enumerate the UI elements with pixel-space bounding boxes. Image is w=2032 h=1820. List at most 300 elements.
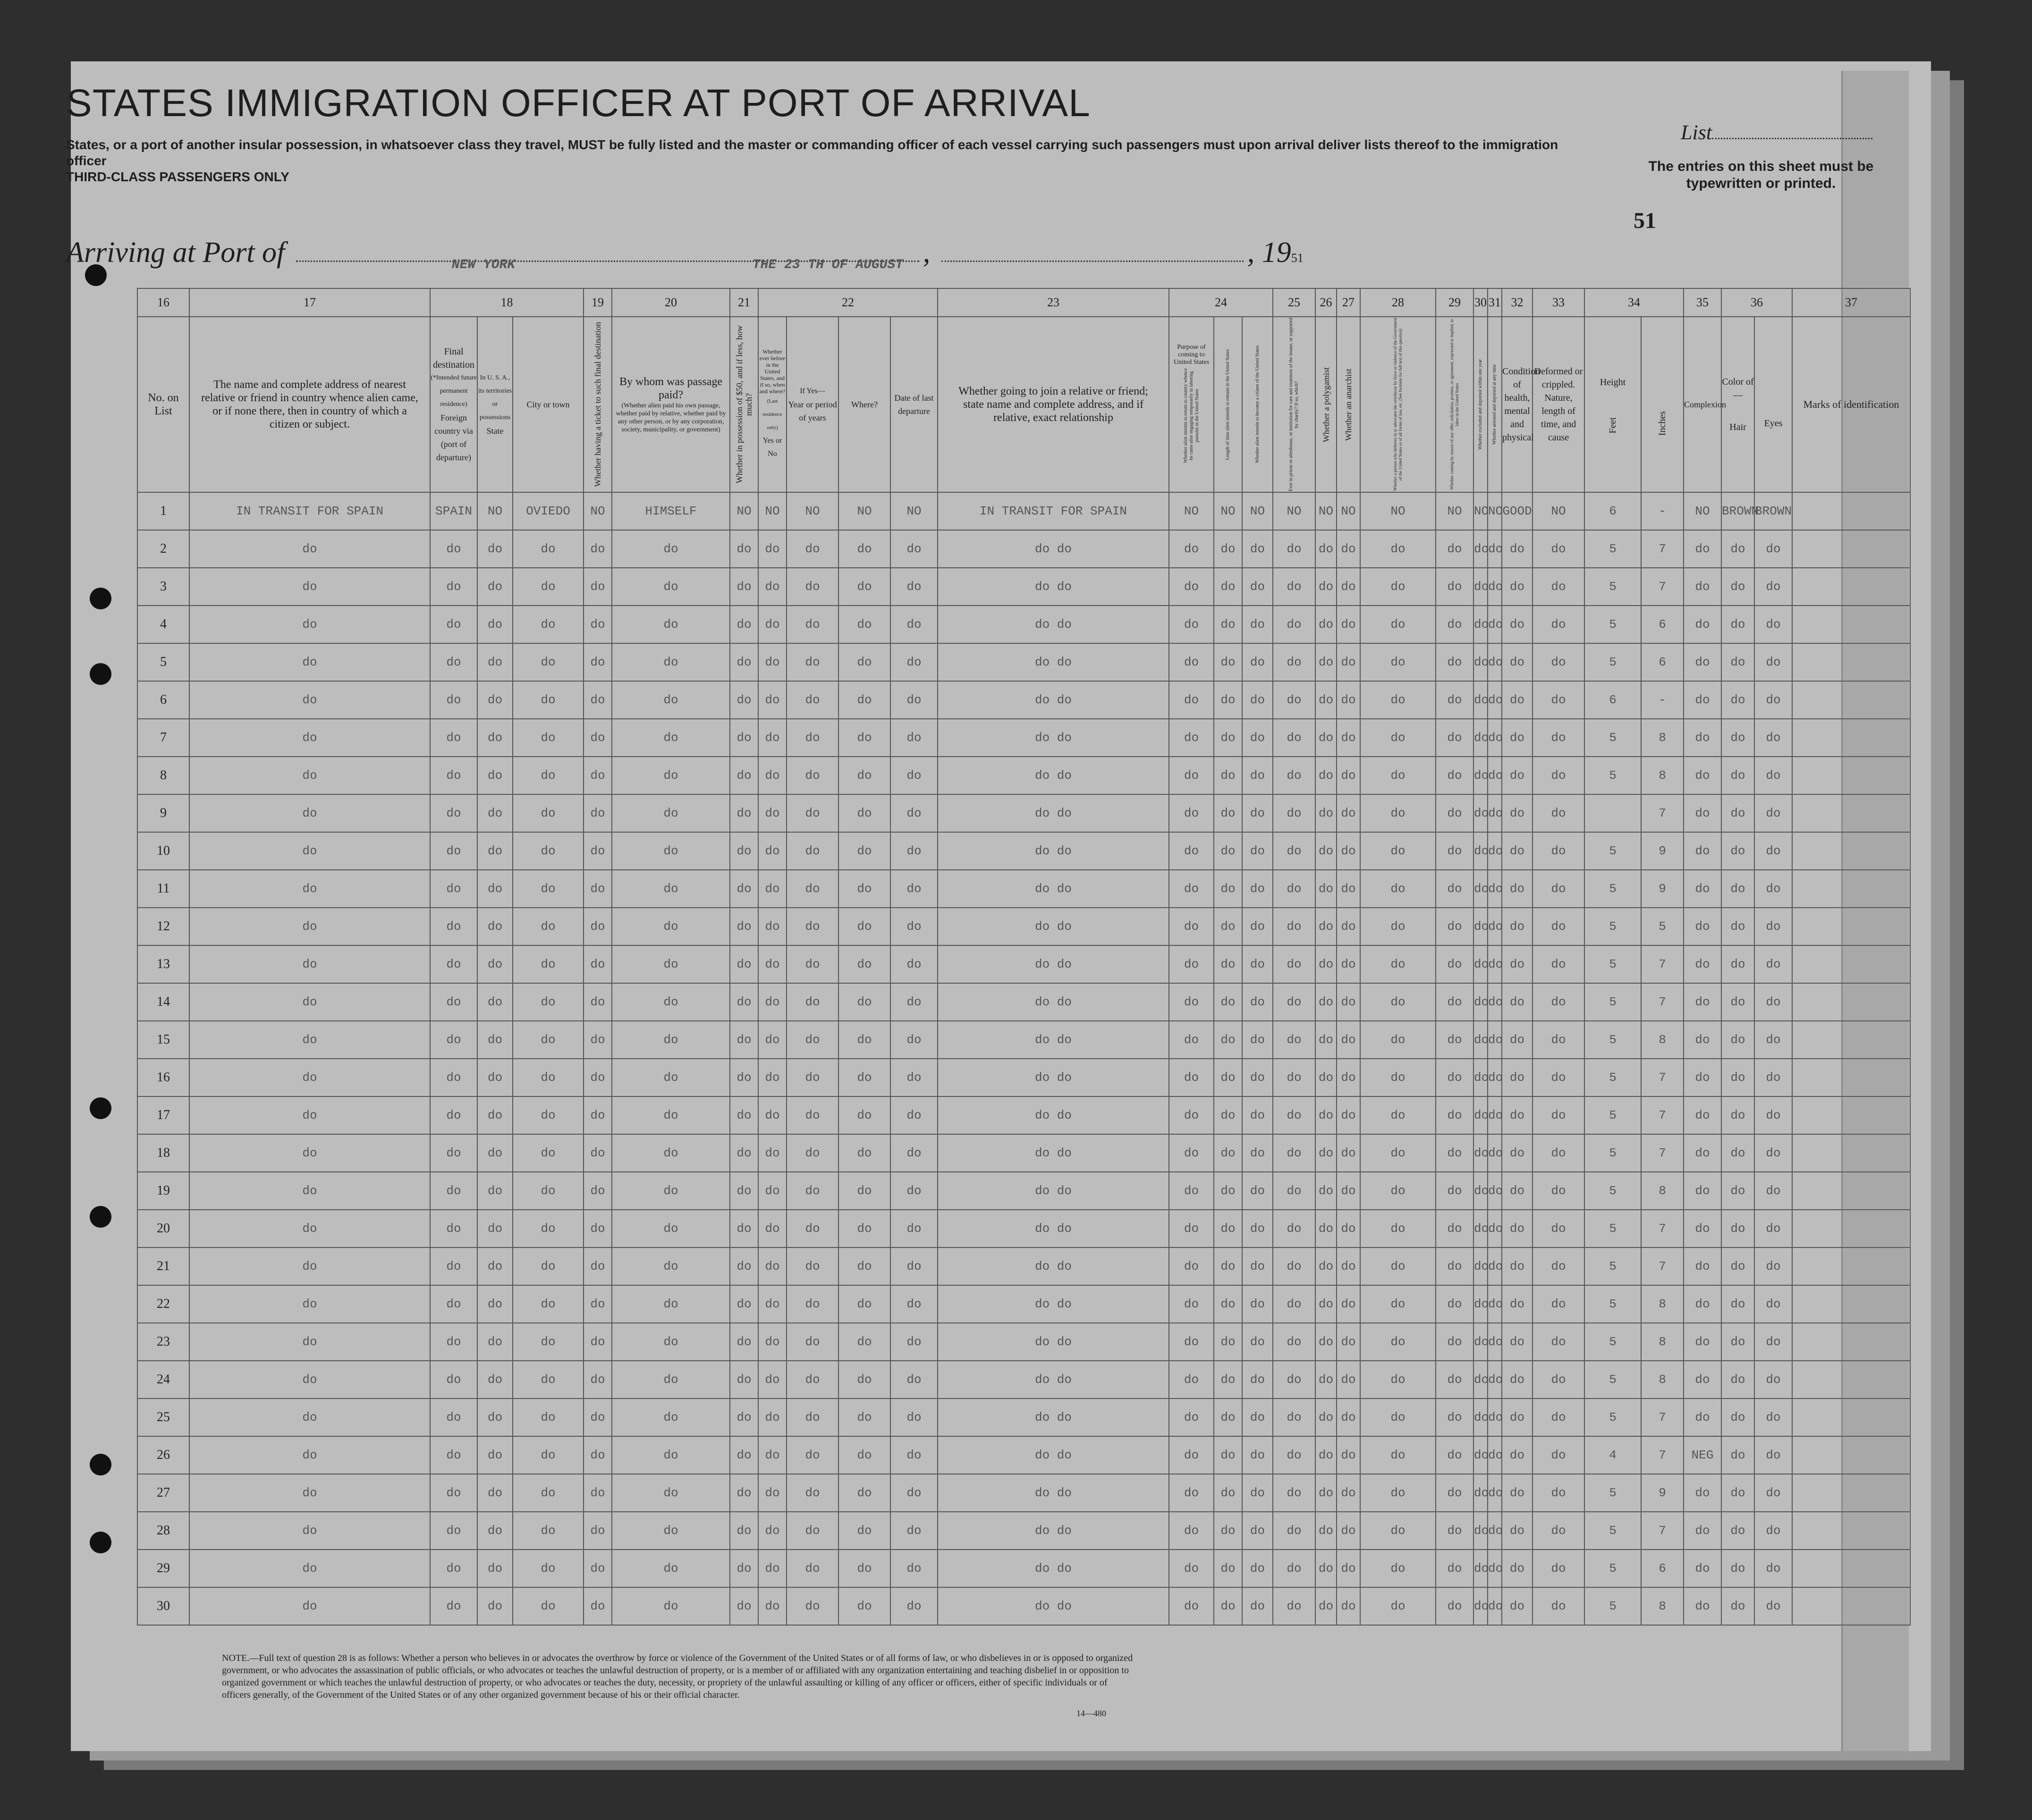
cell-over: do [1360,1474,1436,1512]
cell-in: 7 [1641,1512,1684,1550]
cell-join: IN TRANSIT FOR SPAIN [938,492,1169,530]
col-num: 29 [1436,288,1473,317]
cell-money: do [730,832,758,870]
cell-over: do [1360,719,1436,757]
cell-city: do [513,530,584,568]
cell-money: do [730,908,758,945]
cell-yn: do [758,870,787,908]
cell-tk: do [584,1021,612,1059]
cell-pb: do [1214,568,1242,606]
heading-no-on-list: No. on List [137,317,189,492]
cell-marks [1792,870,1910,908]
cell-st: do [477,1550,513,1587]
cell-anar: do [1337,1134,1360,1172]
in-usa-label: In U. S. A., its territories or possessions [478,374,512,421]
cell-eyes: do [1754,1096,1792,1134]
cell-anar: do [1337,945,1360,983]
cell-pc: do [1242,1285,1273,1323]
cell-yn: do [758,1550,787,1587]
cell-pb: do [1214,945,1242,983]
cell-excl: do [1473,1247,1488,1285]
cell-marks [1792,1323,1910,1361]
cell-offer: do [1436,1210,1473,1247]
cell-comp: do [1684,983,1721,1021]
cell-anar: do [1337,681,1360,719]
cell-date: do [890,1021,938,1059]
cell-money: do [730,568,758,606]
cell-marks [1792,1247,1910,1285]
cell-yrs: do [787,1172,838,1210]
cell-no: 10 [137,832,189,870]
footnote: NOTE.—Full text of question 28 is as follows: Whether a person who believes in or advocates the overthrow by force or violence of the Government of the United States or of all forms of law, or who disbelieves in or is opposed to organized government, or who advocates the assassination of public officials, or who advocates or teaches the unlawful destruction of property, or is a member of or affiliated with any organization entertaining and teaching disbelief in or opposition to organized government or which teaches the unlawful destruction of property, or who advocates or teaches the duty, necessity, or propriety of the unlawful assaulting or killing of any officer or officers, either of specific individuals or of officers generally, of the Government of the United States or of any other organized government because of his or their official character. [222,1653,1133,1700]
cell-st: do [477,719,513,757]
cell-money: do [730,1021,758,1059]
cell-yn: do [758,681,787,719]
cell-ft: 5 [1584,1059,1641,1096]
table-row [137,1096,1910,1134]
cell-ft: 5 [1584,1021,1641,1059]
cell-paid: do [612,832,730,870]
form-title: STATES IMMIGRATION OFFICER AT PORT OF ARRIVAL [66,82,1091,125]
punch-hole [90,1206,111,1228]
table-row [137,832,1910,870]
cell-comp: do [1684,1550,1721,1587]
cell-health: do [1502,1512,1532,1550]
cell-over: do [1360,1436,1436,1474]
cell-eyes: do [1754,568,1792,606]
cell-pa: do [1169,643,1214,681]
cell-comp: do [1684,945,1721,983]
cell-city: OVIEDO [513,492,584,530]
cell-excl: do [1473,945,1488,983]
cell-excl: do [1473,757,1488,794]
cell-pb: do [1214,1247,1242,1285]
cell-rel: do [189,1436,430,1474]
cell-pa: do [1169,1096,1214,1134]
cell-fc: do [430,681,477,719]
cell-poly: do [1315,1361,1337,1399]
cell-fc: do [430,870,477,908]
table-row [137,643,1910,681]
cell-excl: do [1473,1399,1488,1436]
cell-over: do [1360,568,1436,606]
cell-ft: 5 [1584,1550,1641,1587]
cell-over: do [1360,530,1436,568]
cell-in: 9 [1641,1474,1684,1512]
cell-money: do [730,1436,758,1474]
cell-poly: do [1315,1210,1337,1247]
cell-pa: do [1169,983,1214,1021]
cell-over: do [1360,757,1436,794]
color-of-label: Color of— [1722,377,1754,400]
cell-pa: do [1169,1587,1214,1625]
cell-pc: do [1242,1059,1273,1096]
cell-poly: do [1315,1172,1337,1210]
cell-yn: do [758,1285,787,1323]
cell-ft: 5 [1584,1134,1641,1172]
cell-prison: do [1273,983,1315,1021]
cell-date: do [890,870,938,908]
before-us-note: (Last residence only) [762,398,782,430]
cell-yn: do [758,832,787,870]
cell-paid: do [612,719,730,757]
cell-st: do [477,1587,513,1625]
cell-join: do do [938,1285,1169,1323]
col-num: 35 [1684,288,1721,317]
cell-where: do [838,1474,890,1512]
cell-money: do [730,1474,758,1512]
cell-in: 8 [1641,1021,1684,1059]
cell-offer: do [1436,1134,1473,1172]
cell-city: do [513,794,584,832]
cell-city: do [513,1550,584,1587]
cell-over: do [1360,643,1436,681]
cell-excl: do [1473,530,1488,568]
cell-offer: do [1436,1436,1473,1474]
cell-in: 7 [1641,945,1684,983]
cell-paid: do [612,908,730,945]
cell-paid: HIMSELF [612,492,730,530]
cell-where: NO [838,492,890,530]
cell-poly: do [1315,606,1337,643]
cell-comp: do [1684,908,1721,945]
cell-eyes: do [1754,1550,1792,1587]
cell-comp: do [1684,832,1721,870]
cell-health: do [1502,908,1532,945]
cell-excl: do [1473,1323,1488,1361]
cell-excl: do [1473,983,1488,1021]
cell-offer: do [1436,530,1473,568]
cell-health: do [1502,1134,1532,1172]
cell-in: 7 [1641,1210,1684,1247]
cell-def: do [1532,530,1584,568]
cell-hair: do [1721,1587,1754,1625]
cell-city: do [513,643,584,681]
cell-arr: do [1488,1285,1502,1323]
cell-no: 22 [137,1285,189,1323]
cell-offer: do [1436,757,1473,794]
cell-pa: do [1169,1474,1214,1512]
cell-city: do [513,681,584,719]
table-row [137,1021,1910,1059]
cell-def: do [1532,870,1584,908]
cell-pc: do [1242,1096,1273,1134]
cell-st: do [477,1096,513,1134]
cell-over: do [1360,870,1436,908]
cell-tk: do [584,1474,612,1512]
cell-pc: do [1242,606,1273,643]
table-row [137,1059,1910,1096]
cell-where: do [838,1399,890,1436]
cell-where: do [838,1247,890,1285]
cell-where: do [838,1210,890,1247]
cell-where: do [838,606,890,643]
table-row [137,530,1910,568]
cell-yn: do [758,1436,787,1474]
cell-city: do [513,1210,584,1247]
cell-where: do [838,643,890,681]
feet-label: Feet [1608,417,1618,434]
cell-yn: do [758,1210,787,1247]
cell-in: 8 [1641,1285,1684,1323]
heading-feet [1584,317,1641,492]
cell-comp: do [1684,643,1721,681]
cell-in: 7 [1641,568,1684,606]
cell-health: do [1502,1021,1532,1059]
cell-join: do do [938,1172,1169,1210]
cell-pa: NO [1169,492,1214,530]
cell-marks [1792,832,1910,870]
cell-yrs: do [787,643,838,681]
cell-fc: do [430,606,477,643]
cell-in: 7 [1641,983,1684,1021]
cell-offer: do [1436,1399,1473,1436]
cell-health: do [1502,832,1532,870]
cell-pa: do [1169,832,1214,870]
cell-pc: do [1242,832,1273,870]
cell-date: NO [890,492,938,530]
cell-city: do [513,1059,584,1096]
cell-yrs: do [787,983,838,1021]
cell-poly: do [1315,832,1337,870]
table-row [137,1247,1910,1285]
hair-label: Hair [1729,422,1746,432]
col-num: 26 [1315,288,1337,317]
cell-over: do [1360,794,1436,832]
cell-tk: do [584,1323,612,1361]
punch-hole [90,1097,111,1119]
cell-money: do [730,530,758,568]
cell-prison: do [1273,1550,1315,1587]
cell-date: do [890,530,938,568]
cell-arr: do [1488,1323,1502,1361]
cell-pc: do [1242,870,1273,908]
cell-yn: do [758,1323,787,1361]
cell-pa: do [1169,1285,1214,1323]
heading-hair [1721,317,1754,492]
cell-pc: do [1242,1399,1273,1436]
cell-money: do [730,1285,758,1323]
cell-pb: do [1214,643,1242,681]
cell-health: do [1502,870,1532,908]
cell-offer: do [1436,643,1473,681]
cell-poly: do [1315,1550,1337,1587]
cell-hair: do [1721,757,1754,794]
cell-marks [1792,530,1910,568]
prison-label: Ever in prison or almshouse, or institution for care and treatment of the insane, or supported by charity? If so, which? [1288,318,1300,491]
cell-no: 14 [137,983,189,1021]
cell-paid: do [612,1021,730,1059]
cell-join: do do [938,568,1169,606]
cell-st: do [477,1172,513,1210]
cell-pb: do [1214,606,1242,643]
cell-paid: do [612,1247,730,1285]
col-num: 36 [1721,288,1792,317]
cell-join: do do [938,1474,1169,1512]
cell-where: do [838,983,890,1021]
cell-yn: do [758,1096,787,1134]
cell-join: do do [938,1247,1169,1285]
cell-join: do do [938,1134,1169,1172]
cell-poly: do [1315,568,1337,606]
cell-paid: do [612,945,730,983]
cell-where: do [838,1134,890,1172]
cell-city: do [513,568,584,606]
cell-eyes: do [1754,1247,1792,1285]
cell-date: do [890,1172,938,1210]
cell-where: do [838,1021,890,1059]
cell-st: do [477,530,513,568]
cell-anar: do [1337,1021,1360,1059]
cell-hair: do [1721,530,1754,568]
offer-label: Whether coming by reason of any offer, solicitation, promise, or agreement, expressed or implied, to labor in the United States [1449,319,1460,490]
cell-ft: 5 [1584,1096,1641,1134]
cell-tk: do [584,1512,612,1550]
cell-rel: do [189,1361,430,1399]
cell-comp: do [1684,870,1721,908]
final-destination-label: Final destination [433,346,474,370]
cell-yrs: NO [787,492,838,530]
cell-offer: do [1436,832,1473,870]
cell-anar: do [1337,1172,1360,1210]
cell-fc: do [430,568,477,606]
cell-marks [1792,1096,1910,1134]
cell-where: do [838,681,890,719]
col-num: 30 [1473,288,1488,317]
cell-eyes: do [1754,1399,1792,1436]
cell-health: do [1502,1172,1532,1210]
cell-comp: do [1684,757,1721,794]
cell-marks [1792,1474,1910,1512]
cell-tk: do [584,1134,612,1172]
cell-marks [1792,1285,1910,1323]
cell-city: do [513,719,584,757]
cell-over: do [1360,1059,1436,1096]
cell-ft: 5 [1584,1210,1641,1247]
cell-anar: do [1337,983,1360,1021]
cell-excl: do [1473,643,1488,681]
cell-fc: do [430,643,477,681]
cell-no: 7 [137,719,189,757]
money-label: Whether in possession of $50, and if less, how much? [735,325,754,484]
cell-fc: do [430,1474,477,1512]
cell-arr: do [1488,832,1502,870]
cell-eyes: do [1754,832,1792,870]
cell-pb: do [1214,1474,1242,1512]
cell-paid: do [612,1550,730,1587]
cell-hair: do [1721,1059,1754,1096]
cell-paid: do [612,1361,730,1399]
cell-eyes: do [1754,1436,1792,1474]
cell-paid: do [612,1323,730,1361]
cell-offer: do [1436,1285,1473,1323]
cell-arr: do [1488,1512,1502,1550]
cell-eyes: do [1754,1285,1792,1323]
cell-no: 6 [137,681,189,719]
cell-arr: do [1488,606,1502,643]
cell-in: 5 [1641,908,1684,945]
cell-marks [1792,757,1910,794]
cell-prison: do [1273,794,1315,832]
heading-arrested [1488,317,1502,492]
cell-where: do [838,568,890,606]
cell-city: do [513,1134,584,1172]
heading-excluded [1473,317,1488,492]
cell-prison: do [1273,1285,1315,1323]
cell-hair: do [1721,1247,1754,1285]
cell-offer: do [1436,870,1473,908]
cell-pa: do [1169,757,1214,794]
col-num: 23 [938,288,1169,317]
cell-eyes: do [1754,945,1792,983]
cell-st: do [477,757,513,794]
cell-yn: do [758,794,787,832]
cell-join: do do [938,1436,1169,1474]
cell-yrs: do [787,719,838,757]
form-code: 14—480 [1076,1709,1106,1718]
cell-comp: do [1684,1323,1721,1361]
cell-where: do [838,1361,890,1399]
table-row [137,908,1910,945]
cell-arr: do [1488,1021,1502,1059]
sheet-number: 51 [1634,208,1656,233]
cell-def: NO [1532,492,1584,530]
cell-over: do [1360,1134,1436,1172]
cell-pb: do [1214,1512,1242,1550]
cell-yn: do [758,1247,787,1285]
table-row [137,568,1910,606]
cell-paid: do [612,681,730,719]
cell-join: do do [938,1323,1169,1361]
col-num: 27 [1337,288,1360,317]
cell-tk: do [584,1587,612,1625]
cell-excl: do [1473,1210,1488,1247]
cell-eyes: do [1754,681,1792,719]
cell-pb: do [1214,1134,1242,1172]
cell-pc: do [1242,1361,1273,1399]
cell-yrs: do [787,681,838,719]
cell-prison: do [1273,832,1315,870]
cell-health: do [1502,606,1532,643]
col-num: 32 [1502,288,1532,317]
cell-st: NO [477,492,513,530]
cell-prison: do [1273,1399,1315,1436]
cell-in: 8 [1641,1172,1684,1210]
cell-marks [1792,643,1910,681]
list-field [1681,120,1872,144]
cell-money: do [730,1172,758,1210]
cell-comp: do [1684,681,1721,719]
cell-where: do [838,1172,890,1210]
cell-comp: do [1684,1361,1721,1399]
cell-excl: do [1473,1587,1488,1625]
cell-def: do [1532,1247,1584,1285]
cell-tk: do [584,1361,612,1399]
cell-arr: do [1488,1247,1502,1285]
cell-over: do [1360,1247,1436,1285]
cell-yn: do [758,983,787,1021]
cell-arr: do [1488,983,1502,1021]
table-row [137,1361,1910,1399]
cell-no: 29 [137,1550,189,1587]
cell-join: do do [938,719,1169,757]
year-suffix: 51 [1291,251,1304,265]
cell-hair: do [1721,1512,1754,1550]
cell-poly: do [1315,1436,1337,1474]
foreign-country-label: Foreign country via (port of departure) [434,413,473,462]
table-row [137,1172,1910,1210]
cell-pb: do [1214,1550,1242,1587]
